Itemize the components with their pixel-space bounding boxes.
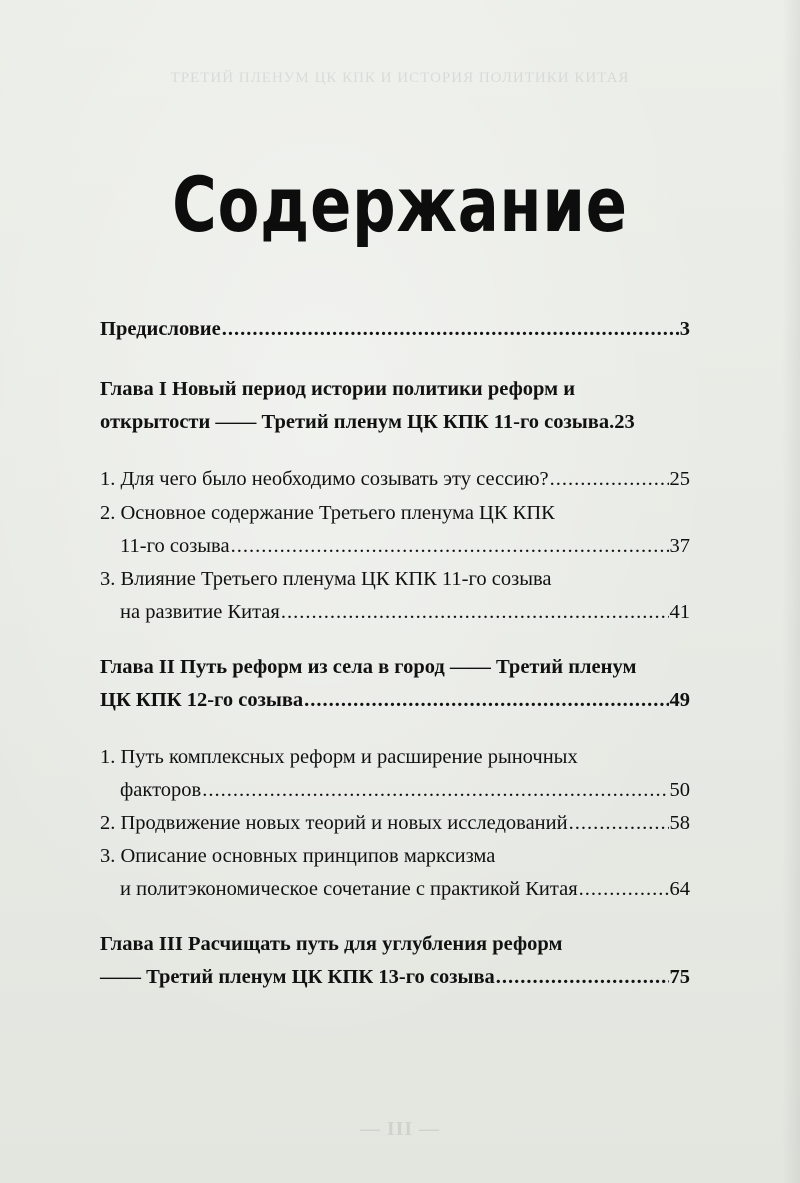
toc-chapter-3-title: Глава III Расчищать путь для углубления реформ	[100, 933, 563, 955]
toc-entry-label: Предисловие	[100, 318, 221, 340]
toc-chapter-2-title-cont	[100, 684, 690, 716]
toc-section-1-3: 3. Влияние Третьего пленума ЦК КПК 11-го созыва	[100, 568, 552, 590]
toc-chapter-1-title-cont	[100, 406, 690, 438]
toc-page-number: 23	[614, 411, 635, 433]
bleed-through-folio: — III —	[359, 1118, 441, 1140]
toc-section-2-3: 3. Описание основных принципов марксизма	[100, 845, 496, 867]
page-title: Содержание	[172, 160, 628, 249]
toc-section-1-1	[100, 463, 690, 495]
toc-entry-label: открытости —— Третий пленум ЦК КПК 11-го созыва.	[100, 411, 615, 433]
toc-section-2-1: 1. Путь комплексных реформ и расширение рыночных	[100, 746, 578, 768]
toc-chapter-3-title-cont	[100, 961, 690, 993]
dot-leader	[496, 961, 669, 993]
toc-section-1-3-cont	[100, 596, 690, 628]
toc-section-2-1-cont	[100, 774, 690, 806]
toc-chapter-1-title: Глава I Новый период истории политики реформ и	[100, 378, 576, 400]
dot-leader	[579, 873, 669, 905]
bleed-through-header: ТРЕТИЙ ПЛЕНУМ ЦК КПК И ИСТОРИЯ ПОЛИТИКИ КИТАЯ	[170, 70, 630, 86]
toc-entry-label: на развитие Китая	[120, 601, 280, 623]
toc-entry-label: факторов	[120, 779, 202, 801]
dot-leader	[569, 807, 669, 839]
toc-page-number: 41	[669, 601, 690, 623]
toc-section-2-2	[100, 807, 690, 839]
toc-entry-label: 11-го созыва	[120, 535, 230, 557]
dot-leader	[202, 774, 668, 806]
toc-page-number: 58	[669, 812, 690, 834]
dot-leader	[281, 596, 669, 628]
toc-section-1-2-cont	[100, 530, 690, 562]
toc-page-number: 50	[669, 779, 690, 801]
dot-leader	[550, 463, 669, 495]
dot-leader	[231, 530, 669, 562]
dot-leader	[222, 313, 679, 345]
toc-page-number: 75	[669, 966, 690, 988]
toc-section-2-3-cont	[100, 873, 690, 905]
page-edge-shadow	[782, 0, 800, 1183]
toc-page-number: 49	[669, 689, 690, 711]
toc-entry-preface	[100, 313, 690, 345]
toc-page-number: 37	[669, 535, 690, 557]
toc-entry-label: и политэкономическое сочетание с практикой Китая	[120, 878, 578, 900]
toc-page-number: 64	[669, 878, 690, 900]
toc-chapter-2-title: Глава II Путь реформ из села в город —— Третий пленум	[100, 656, 637, 678]
toc-page-number: 3	[679, 318, 690, 340]
toc-section-1-2: 2. Основное содержание Третьего пленума ЦК КПК	[100, 502, 555, 524]
toc-entry-label: 2. Продвижение новых теорий и новых исследований	[100, 812, 568, 834]
toc-entry-label: 1. Для чего было необходимо созывать эту сессию?	[100, 468, 549, 490]
dot-leader	[304, 684, 668, 716]
toc-entry-label: ЦК КПК 12-го созыва	[100, 689, 304, 711]
toc-entry-label: —— Третий пленум ЦК КПК 13-го созыва	[100, 966, 495, 988]
toc-page-number: 25	[669, 468, 690, 490]
